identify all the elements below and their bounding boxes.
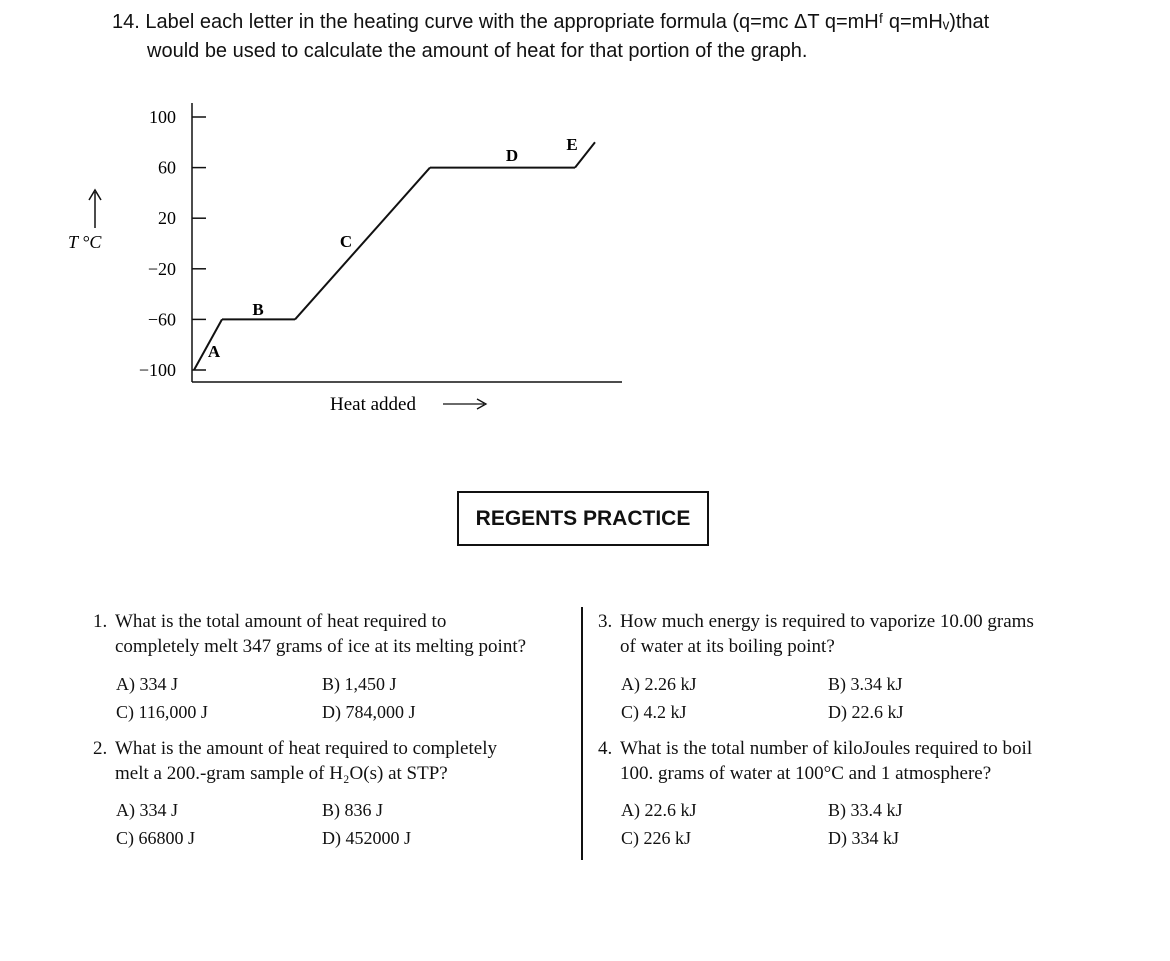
question-3 — [598, 609, 1158, 659]
y-tick-label: −60 — [147, 309, 176, 330]
curve-segment-c — [295, 168, 430, 320]
question-line: How much energy is required to vaporize 10.00 grams — [620, 611, 1034, 632]
segment-label-e: E — [566, 135, 578, 154]
question-line: completely melt 347 grams of ice at its melting point? — [115, 636, 527, 657]
question-1 — [93, 609, 583, 659]
answer-option: A) 334 J — [116, 800, 178, 820]
question-line: What is the total number of kiloJoules required to boil — [620, 738, 1033, 759]
question-2 — [93, 736, 583, 786]
answer-option: A) 2.26 kJ — [621, 674, 697, 694]
question-line: melt a 200.-gram sample of H₂O(s) at STP? — [115, 763, 448, 784]
question-14-line2: would be used to calculate the amount of heat for that portion of the graph. — [147, 40, 808, 62]
answer-option: B) 3.34 kJ — [828, 674, 903, 694]
question-line: 100. grams of water at 100°C and 1 atmosphere? — [620, 763, 992, 784]
answer-option: C) 226 kJ — [621, 828, 692, 848]
answer-option: D) 334 kJ — [828, 828, 899, 848]
segment-label-b: B — [252, 300, 264, 319]
curve — [194, 142, 595, 370]
column-divider — [581, 607, 583, 860]
question-number: 4. — [598, 738, 613, 759]
y-ticks — [139, 107, 206, 380]
segment-labels — [208, 135, 578, 361]
answer-option: C) 66800 J — [116, 828, 196, 848]
segment-label-c: C — [339, 232, 353, 251]
answer-option: C) 116,000 J — [116, 702, 208, 722]
question-number: 3. — [598, 611, 613, 632]
question-line: What is the total amount of heat required to — [115, 611, 447, 632]
question-14-line1: 14. Label each letter in the heating curve with the appropriate formula (q=mc ΔT q=mHᶠ q=mHᵥ)that — [112, 11, 990, 33]
answer-option: C) 4.2 kJ — [621, 702, 687, 722]
answer-option: D) 22.6 kJ — [828, 702, 904, 722]
answer-option: D) 452000 J — [322, 828, 411, 848]
heating-curve-chart — [0, 0, 700, 440]
answer-option: D) 784,000 J — [322, 702, 416, 722]
question-number: 2. — [93, 738, 108, 759]
curve-segment-e — [575, 142, 595, 167]
x-axis-label: Heat added — [330, 394, 416, 415]
segment-label-a: A — [207, 342, 221, 361]
y-tick-label: −100 — [138, 360, 176, 380]
answer-option: B) 33.4 kJ — [828, 800, 903, 820]
y-tick-label: 60 — [158, 157, 176, 178]
question-line: What is the amount of heat required to completely — [115, 738, 497, 759]
y-tick-label: −20 — [147, 258, 176, 279]
question-line: of water at its boiling point? — [620, 636, 835, 657]
answer-option: B) 1,450 J — [322, 674, 397, 694]
segment-label-d: D — [505, 146, 519, 165]
y-tick-label: 100 — [149, 107, 176, 127]
answer-option: B) 836 J — [322, 800, 384, 820]
answer-option: A) 22.6 kJ — [621, 800, 697, 820]
regents-practice-title: REGENTS PRACTICE — [457, 491, 709, 546]
question-number: 1. — [93, 611, 108, 632]
answer-option: A) 334 J — [116, 674, 178, 694]
question-4 — [598, 736, 1158, 786]
y-tick-label: 20 — [158, 208, 176, 229]
y-axis-label: T °C — [68, 232, 102, 252]
